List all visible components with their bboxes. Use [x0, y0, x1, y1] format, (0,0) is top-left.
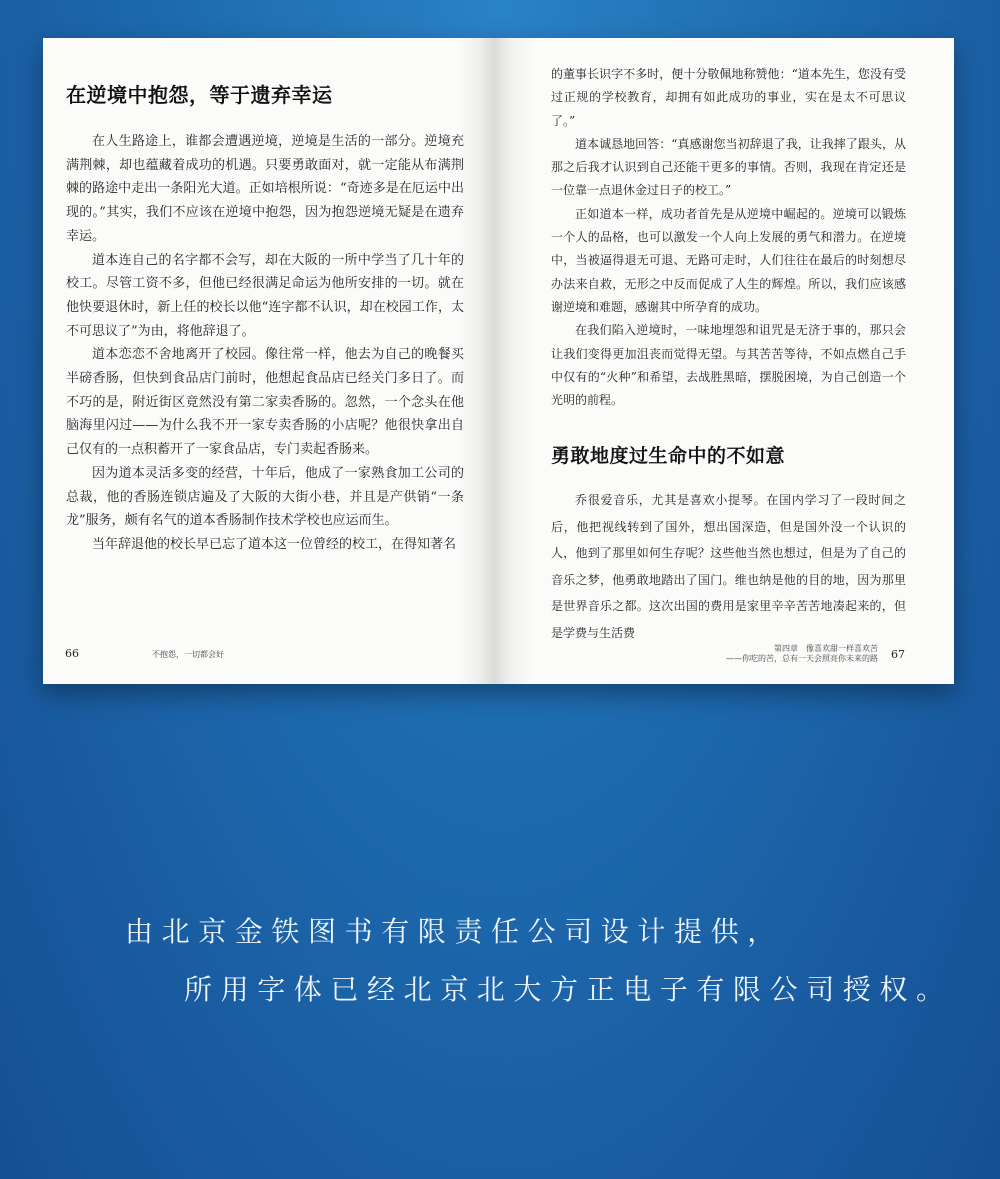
- right-page-title: 勇敢地度过生命中的不如意: [551, 445, 786, 467]
- paragraph: 因为道本灵活多变的经营，十年后，他成了一家熟食加工公司的总裁，他的香肠连锁店遍及了大阪的大街小巷，并且是产供销“一条龙”服务，颇有名气的道本香肠制作技术学校也应运而生。: [66, 465, 464, 529]
- right-page: [495, 38, 954, 684]
- running-title-line: 第四章 像喜欢甜一样喜欢苦: [774, 644, 878, 653]
- paragraph: 道本恋恋不舍地离开了校园。像往常一样，他去为自己的晚餐买半磅香肠，但快到食品店门前时，他想起食品店已经关门多日了。而不巧的是，附近街区竟然没有第二家卖香肠的。忽然，一个念头在他脑海里闪过——为什么我不开一家专卖香肠的小店呢？他很快拿出自己仅有的一点积蓄开了一家食品店，专门卖起香肠来。: [66, 347, 464, 458]
- paragraph: 道本连自己的名字都不会写，却在大阪的一所中学当了几十年的校工。尽管工资不多，但他已经很满足命运为他所安排的一切。就在他快要退休时，新上任的校长以他“连字都不认识，却在校园工作，太不可思议了”为由，将他辞退了。: [66, 252, 464, 339]
- paragraph: 在我们陷入逆境时，一味地埋怨和诅咒是无济于事的，那只会让我们变得更加沮丧而觉得无望。与其苦苦等待，不如点燃自己手中仅有的“火种”和希望，去战胜黑暗，摆脱困境，为自己创造一个光明的前程。: [551, 323, 906, 408]
- right-page-body-bottom: [551, 487, 906, 646]
- left-running-title: 不抱怨，一切都会好: [152, 650, 224, 659]
- right-running-title: [726, 644, 878, 664]
- running-title-line: ——你吃的苦，总有一天会照亮你未来的路: [726, 654, 878, 663]
- paragraph: 的董事长识字不多时，便十分敬佩地称赞他：“道本先生，您没有受过正规的学校教育，却拥有如此成功的事业，实在是太不可思议了。”: [551, 67, 906, 128]
- right-page-number: 67: [891, 648, 905, 661]
- paragraph: 正如道本一样，成功者首先是从逆境中崛起的。逆境可以锻炼一个人的品格，也可以激发一个人向上发展的勇气和潜力。在逆境中，当被逼得退无可退、无路可走时，人们往往在最后的时刻想尽办法来自救，无形之中反而促成了人生的辉煌。所以，我们应该感谢逆境和难题，感谢其中所孕育的成功。: [551, 206, 906, 314]
- paragraph: 乔很爱音乐，尤其是喜欢小提琴。在国内学习了一段时间之后，他把视线转到了国外，想出国深造，但是国外没一个认识的人，他到了那里如何生存呢？这些他当然也想过，但是为了自己的音乐之梦，他勇敢地踏出了国门。维也纳是他的目的地，因为那里是世界音乐之都。这次出国的费用是家里辛辛苦苦地凑起来的，但是学费与生活费: [551, 493, 906, 640]
- paragraph: 当年辞退他的校长早已忘了道本这一位曾经的校工，在得知著名: [92, 536, 457, 552]
- paragraph: 在人生路途上，谁都会遭遇逆境，逆境是生活的一部分。逆境充满荆棘，却也蕴藏着成功的机遇。只要勇敢面对，就一定能从布满荆棘的路途中走出一条阳光大道。正如培根所说：“奇迹多是在厄运中出现的。”其实，我们不应该在逆境中抱怨，因为抱怨逆境无疑是在遗弃幸运。: [66, 134, 464, 244]
- left-page-title: 在逆境中抱怨，等于遗弃幸运: [66, 83, 333, 107]
- right-page-body-top: [551, 63, 906, 412]
- credit-line-2: 所用字体已经北京北大方正电子有限公司授权。: [184, 973, 953, 1006]
- book-spread: [43, 38, 954, 684]
- credit-line-1: 由北京金铁图书有限责任公司设计提供，: [125, 915, 784, 948]
- left-page-number: 66: [65, 647, 79, 660]
- left-page-body: [66, 130, 464, 557]
- left-page: [43, 38, 495, 684]
- paragraph: 道本诚恳地回答：“真感谢您当初辞退了我，让我摔了跟头，从那之后我才认识到自己还能干更多的事情。否则，我现在肯定还是一位靠一点退休金过日子的校工。”: [551, 136, 906, 198]
